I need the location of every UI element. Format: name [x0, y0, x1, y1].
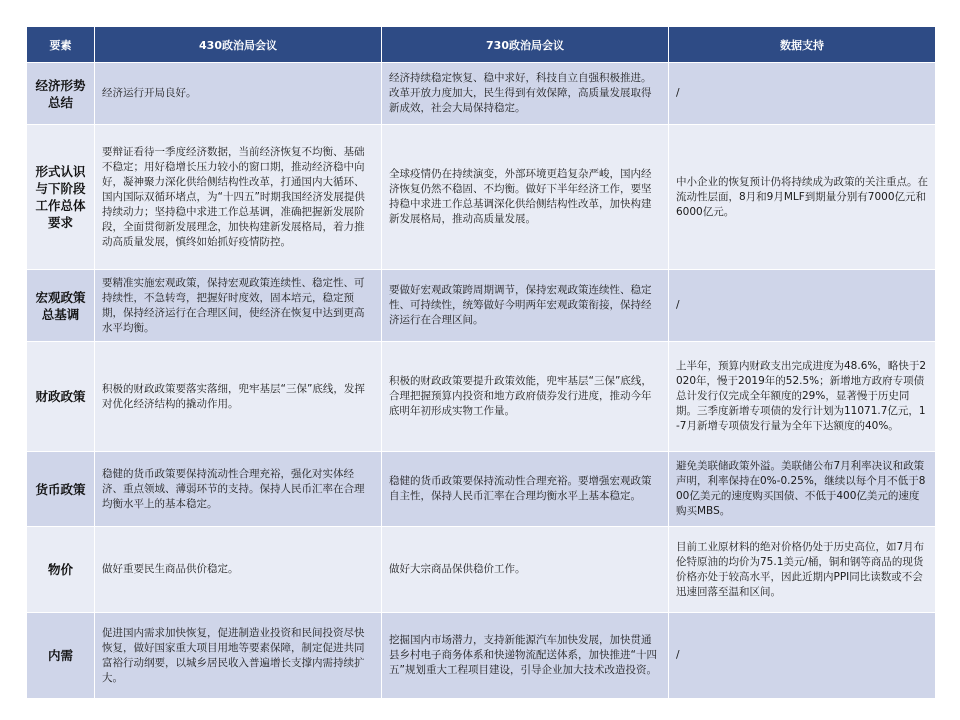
cell-data-support: 中小企业的恢复预计仍将持续成为政策的关注重点。在流动性层面，8月和9月MLF到期量分别有7000亿元和6000亿元。	[669, 125, 936, 270]
row-label: 内需	[27, 613, 95, 699]
cell-430: 促进国内需求加快恢复，促进制造业投资和民间投资尽快恢复，做好国家重大项目用地等要素保障，制定促进共同富裕行动纲要，以城乡居民收入普遍增长支撑内需持续扩大。	[95, 613, 382, 699]
cell-430: 要精准实施宏观政策，保持宏观政策连续性、稳定性、可持续性，不急转弯，把握好时度效，固本培元，稳定预期，保持经济运行在合理区间，使经济在恢复中达到更高水平均衡。	[95, 270, 382, 342]
cell-430: 要辩证看待一季度经济数据，当前经济恢复不均衡、基础不稳定；用好稳增长压力较小的窗口期，推动经济稳中向好，凝神聚力深化供给侧结构性改革，打通国内大循环、国内国际双循环堵点，为“十四五”时期我国经济发展提供持续动力；坚持稳中求进工作总基调，准确把握新发展阶段，全面贯彻新发展理念，加快构建新发展格局，着力推动高质量发展，慎终如始抓好疫情防控。	[95, 125, 382, 270]
cell-430: 积极的财政政策要落实落细，兜牢基层“三保”底线，发挥对优化经济结构的撬动作用。	[95, 342, 382, 452]
policy-comparison-table	[26, 26, 936, 699]
cell-data-support: /	[669, 270, 936, 342]
header-730-meeting: 730政治局会议	[382, 27, 669, 63]
table-row-prices	[27, 527, 936, 613]
row-label: 物价	[27, 527, 95, 613]
cell-data-support: 目前工业原材料的绝对价格仍处于历史高位，如7月布伦特原油的均价为75.1美元/桶，铜和钢等商品的现货价格亦处于较高水平，因此近期内PPI同比读数或不会迅速回落至温和区间。	[669, 527, 936, 613]
table-row-monetary-policy	[27, 452, 936, 527]
header-element: 要素	[27, 27, 95, 63]
cell-730: 积极的财政政策要提升政策效能，兜牢基层“三保”底线，合理把握预算内投资和地方政府债券发行进度，推动今年底明年初形成实物工作量。	[382, 342, 669, 452]
cell-730: 全球疫情仍在持续演变，外部环境更趋复杂严峻，国内经济恢复仍然不稳固、不均衡。做好下半年经济工作，要坚持稳中求进工作总基调深化供给侧结构性改革，加快构建新发展格局，推动高质量发展。	[382, 125, 669, 270]
table-row-overall-requirements	[27, 125, 936, 270]
cell-730: 要做好宏观政策跨周期调节，保持宏观政策连续性、稳定性、可持续性，统筹做好今明两年宏观政策衔接，保持经济运行在合理区间。	[382, 270, 669, 342]
row-label: 经济形势总结	[27, 63, 95, 125]
cell-730: 挖掘国内市场潜力，支持新能源汽车加快发展，加快贯通县乡村电子商务体系和快递物流配送体系，加快推进“十四五”规划重大工程项目建设，引导企业加大技术改造投资。	[382, 613, 669, 699]
header-430-meeting: 430政治局会议	[95, 27, 382, 63]
table-row-domestic-demand	[27, 613, 936, 699]
row-label: 货币政策	[27, 452, 95, 527]
cell-430: 经济运行开局良好。	[95, 63, 382, 125]
row-label: 形式认识与下阶段工作总体要求	[27, 125, 95, 270]
header-data-support: 数据支持	[669, 27, 936, 63]
cell-730: 稳健的货币政策要保持流动性合理充裕。要增强宏观政策自主性，保持人民币汇率在合理均衡水平上基本稳定。	[382, 452, 669, 527]
table-header-row	[27, 27, 936, 63]
cell-data-support: 避免美联储政策外溢。美联储公布7月利率决议和政策声明，利率保持在0%-0.25%，继续以每个月不低于800亿美元的速度购买国债、不低于400亿美元的速度购买MBS。	[669, 452, 936, 527]
table-row-economic-situation	[27, 63, 936, 125]
table-row-fiscal-policy	[27, 342, 936, 452]
cell-data-support: /	[669, 63, 936, 125]
cell-730: 做好大宗商品保供稳价工作。	[382, 527, 669, 613]
cell-data-support: /	[669, 613, 936, 699]
cell-430: 稳健的货币政策要保持流动性合理充裕，强化对实体经济、重点领域、薄弱环节的支持。保持人民币汇率在合理均衡水平上的基本稳定。	[95, 452, 382, 527]
row-label: 财政政策	[27, 342, 95, 452]
cell-730: 经济持续稳定恢复、稳中求好，科技自立自强积极推进。改革开放力度加大，民生得到有效保障，高质量发展取得新成效，社会大局保持稳定。	[382, 63, 669, 125]
cell-430: 做好重要民生商品供价稳定。	[95, 527, 382, 613]
cell-data-support: 上半年，预算内财政支出完成进度为48.6%，略快于2020年，慢于2019年的52.5%；新增地方政府专项债总计发行仅完成全年额度的29%，显著慢于历史同期。三季度新增专项债的发行计划为11071.7亿元，1-7月新增专项债发行量为全年下达额度的40%。	[669, 342, 936, 452]
row-label: 宏观政策总基调	[27, 270, 95, 342]
table-row-macro-policy	[27, 270, 936, 342]
